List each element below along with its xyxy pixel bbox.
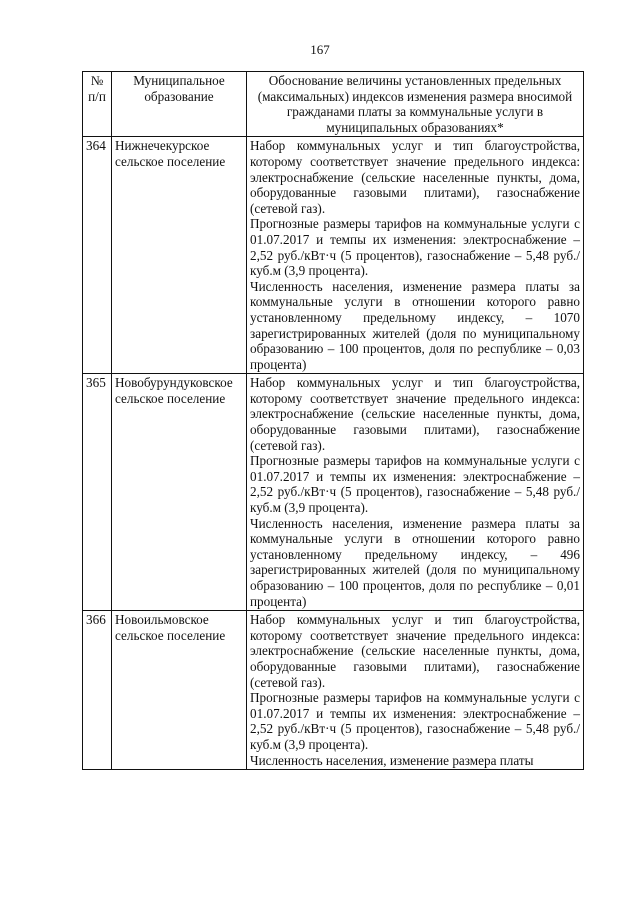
header-number: № п/п <box>83 72 112 137</box>
justification-population: Численность населения, изменение размера платы за коммунальные услуги в отношении которого равно установленному предельному индексу, – 1070 зарегистрированных жителей (доля по муниципальному образованию – 100 процентов, доля по республике – 0,03 процента) <box>250 278 580 372</box>
row-number: 364 <box>83 137 112 374</box>
row-municipality: Нижнечекурское сельское поселение <box>112 137 247 374</box>
justification-population: Численность населения, изменение размера платы за коммунальные услуги в отношении которого равно установленному предельному индексу, – 496 зарегистрированных жителей (доля по муниципальному образованию – 100 процентов, доля по республике – 0,01 процента) <box>250 515 580 609</box>
justification-services: Набор коммунальных услуг и тип благоустройства, которому соответствует значение предельного индекса: электроснабжение (сельские населенные пункты, дома, оборудованные газовыми плитами), газоснабжение (сетевой газ). <box>250 375 580 453</box>
table-row <box>83 374 584 611</box>
tariff-justification-table <box>82 71 584 770</box>
justification-services: Набор коммунальных услуг и тип благоустройства, которому соответствует значение предельного индекса: электроснабжение (сельские населенные пункты, дома, оборудованные газовыми плитами), газоснабжение (сетевой газ). <box>250 612 580 690</box>
row-justification <box>247 611 584 770</box>
justification-population: Численность населения, изменение размера платы <box>250 752 534 768</box>
row-number: 366 <box>83 611 112 770</box>
page-number: 167 <box>310 42 330 57</box>
header-justification: Обоснование величины установленных предельных (максимальных) индексов изменения размера вносимой гражданами платы за коммунальные услуги в муниципальных образованиях* <box>247 72 584 137</box>
row-municipality: Новобурундуковское сельское поселение <box>112 374 247 611</box>
table-header-row <box>83 72 584 137</box>
table-row <box>83 137 584 374</box>
table-row <box>83 611 584 770</box>
justification-tariffs: Прогнозные размеры тарифов на коммунальные услуги с 01.07.2017 и темпы их изменения: электроснабжение – 2,52 руб./кВт·ч (5 процентов), газоснабжение – 5,48 руб./куб.м (3,9 процента). <box>250 453 580 516</box>
header-municipality: Муниципальное образование <box>112 72 247 137</box>
justification-tariffs: Прогнозные размеры тарифов на коммунальные услуги с 01.07.2017 и темпы их изменения: электроснабжение – 2,52 руб./кВт·ч (5 процентов), газоснабжение – 5,48 руб./куб.м (3,9 процента). <box>250 690 580 752</box>
justification-services: Набор коммунальных услуг и тип благоустройства, которому соответствует значение предельного индекса: электроснабжение (сельские населенные пункты, дома, оборудованные газовыми плитами), газоснабжение (сетевой газ). <box>250 138 580 216</box>
row-justification <box>247 137 584 374</box>
row-municipality: Новоильмовское сельское поселение <box>112 611 247 770</box>
justification-tariffs: Прогнозные размеры тарифов на коммунальные услуги с 01.07.2017 и темпы их изменения: электроснабжение – 2,52 руб./кВт·ч (5 процентов), газоснабжение – 5,48 руб./куб.м (3,9 процента). <box>250 216 580 279</box>
row-number: 365 <box>83 374 112 611</box>
row-justification <box>247 374 584 611</box>
